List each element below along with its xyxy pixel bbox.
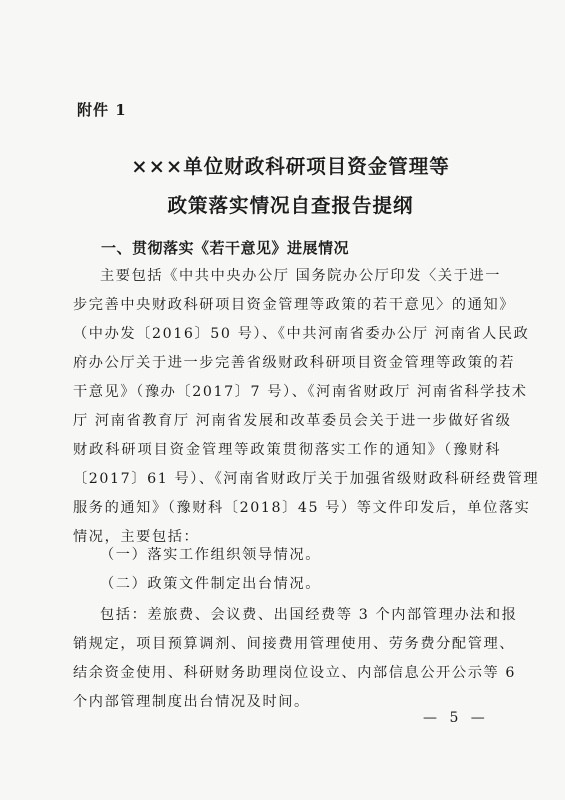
paragraph-line: 包括：差旅费、会议费、出国经费等 3 个内部管理办法和报	[100, 607, 518, 623]
attachment-label: 附件 1	[77, 101, 127, 119]
paragraph-line: 情况，主要包括：	[73, 529, 200, 545]
paragraph-line: 干意见》（豫办〔2017〕7 号）、《河南省财政厅 河南省科学技术	[73, 384, 528, 400]
sub-item: （二）政策文件制定出台情况。	[100, 576, 322, 592]
section-paragraph	[73, 262, 540, 552]
paragraph-line: 个内部管理制度出台情况及时间。	[73, 694, 310, 710]
paragraph-line: 主要包括《中共中央办公厅 国务院办公厅印发〈关于进一	[100, 268, 501, 284]
paragraph-line: 结余资金使用、科研财务助理岗位设立、内部信息公开公示等 6	[73, 665, 517, 681]
paragraph-line: 销规定，项目预算调剂、间接费用管理使用、劳务费分配管理、	[73, 636, 516, 652]
title-line-2: 政策落实情况自查报告提纲	[167, 194, 414, 217]
paragraph-line: 府办公厅关于进一步完善省级财政科研项目资金管理等政策的若	[73, 355, 516, 371]
paragraph-line: 步完善中央财政科研项目资金管理等政策的若干意见〉的通知》	[73, 297, 516, 313]
paragraph-line: 财政科研项目资金管理等政策贯彻落实工作的通知》（豫财科	[73, 442, 501, 458]
paragraph-line: 〔2017〕61 号）、《河南省财政厅关于加强省级财政科研经费管理	[73, 471, 540, 487]
page-number: — 5 —	[423, 710, 489, 726]
paragraph-line: 服务的通知》（豫财科〔2018〕45 号）等文件印发后，单位落实	[73, 500, 531, 516]
paragraph-line: 厅 河南省教育厅 河南省发展和改革委员会关于进一步做好省级	[73, 413, 512, 429]
paragraph-line: （中办发〔2016〕50 号）、《中共河南省委办公厅 河南省人民政	[73, 326, 530, 342]
title-line-1: ×××单位财政科研项目资金管理等	[131, 155, 450, 178]
section-heading: 一、贯彻落实《若干意见》进展情况	[101, 239, 350, 257]
section-paragraph-2	[73, 601, 518, 717]
sub-item: （一）落实工作组织领导情况。	[100, 547, 322, 563]
